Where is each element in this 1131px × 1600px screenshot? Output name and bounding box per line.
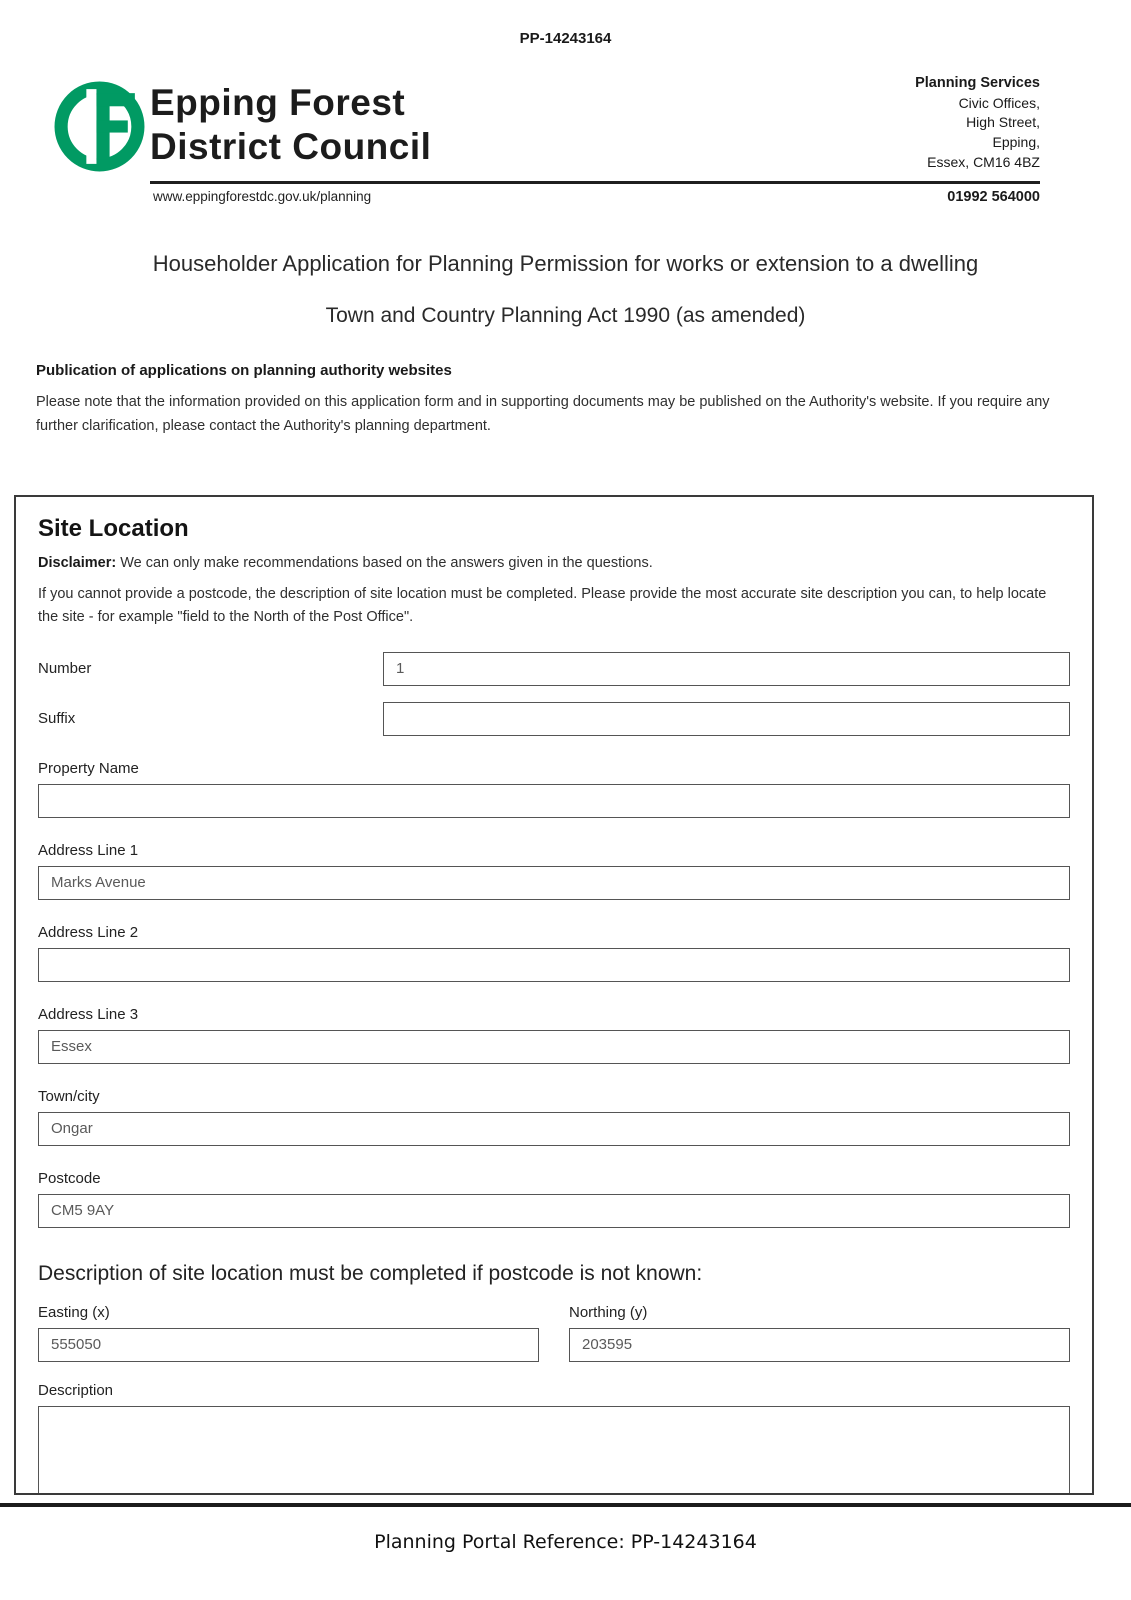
section-heading: Site Location: [38, 514, 189, 542]
suffix-field-row: [38, 702, 1070, 736]
form-subtitle: Town and Country Planning Act 1990 (as amended): [325, 304, 806, 327]
easting-input[interactable]: [38, 1328, 539, 1362]
disclaimer-body: We can only make recommendations based on the answers given in the questions.: [116, 554, 653, 571]
address-line-1-input[interactable]: [38, 866, 1070, 900]
form-title: Householder Application for Planning Permission for works or extension to a dwelling: [152, 251, 979, 276]
footer-divider: [0, 1503, 1131, 1507]
postcode-label: Postcode: [38, 1169, 101, 1187]
town-city-label: Town/city: [38, 1087, 100, 1105]
description-textarea[interactable]: [38, 1406, 1070, 1495]
address-line: Civic Offices,: [958, 94, 1040, 111]
postcode-input[interactable]: [38, 1194, 1070, 1228]
town-city-input[interactable]: [38, 1112, 1070, 1146]
application-reference: PP-14243164: [519, 30, 612, 47]
letterhead: [0, 73, 1131, 211]
coordinates-row: [38, 1304, 1070, 1362]
suffix-label: Suffix: [38, 710, 76, 728]
northing-label: Northing (y): [569, 1303, 648, 1321]
number-input[interactable]: [383, 652, 1070, 686]
header-divider: [150, 181, 1040, 184]
department-address-block: [915, 73, 1040, 208]
number-field-row: [38, 652, 1070, 686]
department-phone: 01992 564000: [947, 189, 1040, 206]
number-label: Number: [38, 660, 92, 678]
postcode-note: If you cannot provide a postcode, the description of site location must be completed. Please provide the most accurate site description you can, to help locate the site - for example "field to the North of the Post Office".: [38, 585, 1047, 626]
council-logo-icon: [52, 79, 148, 175]
council-name-line1: Epping Forest: [150, 82, 406, 123]
address-line-2-label: Address Line 2: [38, 923, 139, 941]
footer-reference: Planning Portal Reference: PP-14243164: [374, 1530, 757, 1553]
council-name: [150, 81, 431, 170]
address-line: Epping,: [992, 134, 1040, 151]
easting-label: Easting (x): [38, 1303, 110, 1321]
address-line-1-label: Address Line 1: [38, 841, 139, 859]
site-location-section: [14, 495, 1094, 1495]
property-name-input[interactable]: [38, 784, 1070, 818]
publication-heading: Publication of applications on planning authority websites: [36, 362, 452, 379]
address-line-2-input[interactable]: [38, 948, 1070, 982]
publication-text: Please note that the information provided on this application form and in supporting documents may be published on the Authority's website. If you require any further clarification, please contact the Authority's planning department.: [36, 394, 1050, 434]
disclaimer-label: Disclaimer:: [38, 554, 117, 571]
easting-field: [38, 1304, 539, 1362]
council-website: www.eppingforestdc.gov.uk/planning: [153, 189, 372, 204]
description-label: Description: [38, 1381, 114, 1399]
address-line-3-label: Address Line 3: [38, 1005, 139, 1023]
council-name-line2: District Council: [150, 126, 432, 168]
northing-input[interactable]: [569, 1328, 1070, 1362]
description-requirement-heading: Description of site location must be completed if postcode is not known:: [38, 1261, 703, 1285]
address-line: Essex, CM16 4BZ: [927, 154, 1040, 171]
department-name: Planning Services: [915, 75, 1040, 91]
disclaimer-text: [38, 555, 1070, 571]
address-line: High Street,: [966, 114, 1040, 131]
address-line-3-input[interactable]: [38, 1030, 1070, 1064]
property-name-label: Property Name: [38, 759, 139, 777]
suffix-input[interactable]: [383, 702, 1070, 736]
northing-field: [569, 1304, 1070, 1362]
